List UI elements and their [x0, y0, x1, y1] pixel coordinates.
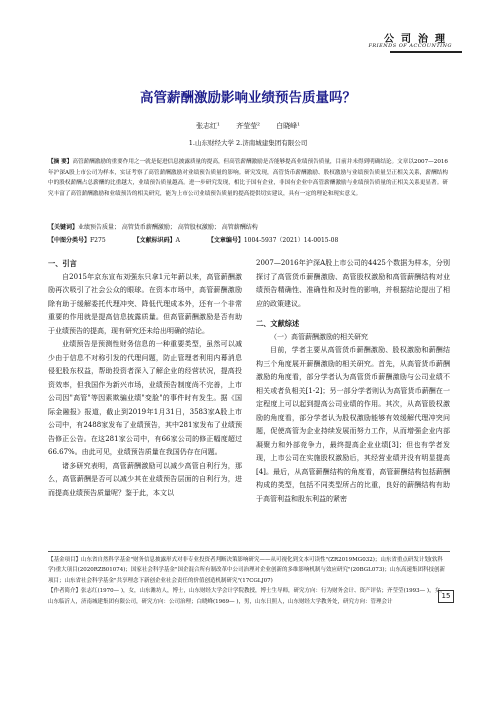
right-column: [256, 257, 450, 506]
authors: 张志红¹ 齐莹莹² 白晓峰¹: [196, 122, 300, 130]
lit-review-heading: 二、文献综述: [256, 319, 300, 328]
doc-code-value: A: [175, 237, 180, 244]
intro-paragraph-2: 业绩预告是预测性财务信息的一种重要类型，虽然可以减少由于信息不对称引发的代理问题，防止管理者利用内幕消息侵犯股东权益，帮助投资者深入了解企业的经营状况，提高投资效率，但我国作为新兴市场，业绩预告制度尚不完善，上市公司因"高管"等因素欺骗业绩"变脸"的事件时有发生。据《国际金融报》报道，截止到2019年1月31日，3583家A股上市公司中，有2488家发布了业绩预告，其中281家发布了业绩预告修正公告。在这281家公司中，有66家公司的修正幅度超过66.67%。由此可见，业绩预告质量在我国仍存在问题。: [48, 340, 242, 456]
lit-subheading: （一）高管薪酬激励的相关研究: [270, 332, 368, 341]
fund-footnote: 【基金项目】山东省自然科学基金"财务信息披露形式对非专业投资者判断决策影响研究——从可视化到文本可读性"(ZR2019MG032)；山东省重点研发计划(软科学)重大项目(2020RZB01074)；国家社会科学基金"国企混合所有制改革中公司治理对企业创新的多维影响机制与效应研究"(20BGL073)；山东高速集团科技创新项目；山东省社会科学基金"共享理念下新创企业社会责任的价值创造机制研究"(17CGLJ07): [48, 557, 445, 584]
journal-section-title: 公司治理: [384, 34, 452, 45]
doc-code-label: 【文献标识码】: [133, 237, 176, 244]
footnote-divider: [48, 551, 450, 552]
lit-paragraph-1: 目前，学者主要从高管货币薪酬激励、股权激励和薪酬结构三个角度展开薪酬激励的相关研究。首先，从高管货币薪酬激励的角度看，部分学者认为高管货币薪酬激励与公司业绩不相关或者负相关[1-2]；另一部分学者则认为高管货币薪酬在一定程度上可以起到提高公司业绩的作用。其次，从高管股权激励的角度看，部分学者认为股权激励能够有效缓解代理冲突问题，促使高管为企业持续发展而努力工作，从而增强企业内部凝聚力和外部竞争力，最终提高企业业绩[3]；但也有学者发现，上市公司在实施股权激励后，其经营业绩并没有明显提高[4]。最后，从高管薪酬结构的角度看，高管薪酬结构包括薪酬构成的类型，包括不同类型所占的比重，良好的薪酬结构有助于高管利益和股东利益的紧密: [256, 346, 450, 503]
abstract-text: 高管薪酬激励的重要作用之一就是促进信息披露质量的提高，但高管薪酬激励是否能够提高业绩预告质量，目前并未得到明确结论。文章以2007—2016年沪深A股上市公司为样本，实证考察了高管薪酬激励对业绩预告质量的影响。研究发现，高管货币薪酬激励、股权激励与业绩预告质量呈正相关关系，薪酬结构中的股权薪酬占总薪酬的比重越大，业绩预告质量越高。进一步研究发现，相比于国有企业，非国有企业中高管薪酬激励与业绩预告质量的正相关关系更显著。研究丰富了高管薪酬激励和业绩预告的相关研究，能为上市公司业绩预告质量的提高提供切实建议，具有一定的理论和现实意义。: [48, 159, 448, 197]
abstract: [48, 157, 448, 199]
affiliations: 1.山东财经大学 2.济南城建集团有限公司: [188, 139, 308, 147]
keywords: [48, 222, 448, 231]
keywords-label: 【关键词】: [48, 224, 79, 231]
classification-line: [48, 235, 448, 244]
keywords-text: 业绩预告质量； 高管货币薪酬激励； 高管股权激励； 高管薪酬结构: [78, 224, 258, 231]
clc-value: F275: [90, 237, 106, 244]
intro-paragraph-3: 诸多研究表明，高管薪酬激励可以减少高管自利行为，那么，高管薪酬是否可以减少其在业绩预告层面的自利行为，进而提高业绩预告质量呢？鉴于此，本文以: [48, 461, 242, 497]
header-rule: [390, 51, 462, 53]
left-column: [48, 257, 242, 500]
abstract-label: 【摘 要】: [48, 159, 73, 165]
clc-label: 【中图分类号】: [48, 237, 91, 244]
page-number: 15: [438, 590, 454, 603]
journal-english-title: FRIENDS OF ACCOUNTING: [368, 43, 452, 49]
article-no-value: 1004-5937（2021）14-0015-08: [243, 237, 339, 244]
article-no-label: 【文章编号】: [207, 237, 244, 244]
intro-continued: 2007—2016年沪深A股上市公司的4425个数据为样本，分别探讨了高管货币薪酬激励、高管股权激励和高管薪酬结构对业绩预告精确性、准确性和及时性的影响，并根据结论提出了相应的政策建议。: [256, 259, 450, 308]
author-bio-footnote: 【作者简介】张志红(1970— )，女，山东潍坊人，博士，山东财经大学会计学院教授，博士生导师，研究方向：行为财务会计、资产评估；齐莹莹(1993— )，女，山东临沂人，济南城建集团有限公司，研究方向：公司治理；白晓峰(1969— )，男，山东日照人，山东财经大学教务处，研究方向：管理会计: [48, 588, 446, 605]
paper-title: 高管薪酬激励影响业绩预告质量吗？: [140, 90, 356, 106]
footnotes: [48, 555, 450, 607]
intro-paragraph-1: 自2015年京东宣布刘强东只拿1元年薪以来，高管薪酬激励再次吸引了社会公众的眼球。在资本市场中，高管薪酬激励除有助于缓解委托代理冲突、降低代理成本外，还有一个非常重要的作用就是提高信息披露质量。但高管薪酬激励是否有助于业绩预告的提高，现有研究还未给出明确的结论。: [48, 272, 242, 335]
intro-heading: 一、引言: [48, 259, 77, 268]
